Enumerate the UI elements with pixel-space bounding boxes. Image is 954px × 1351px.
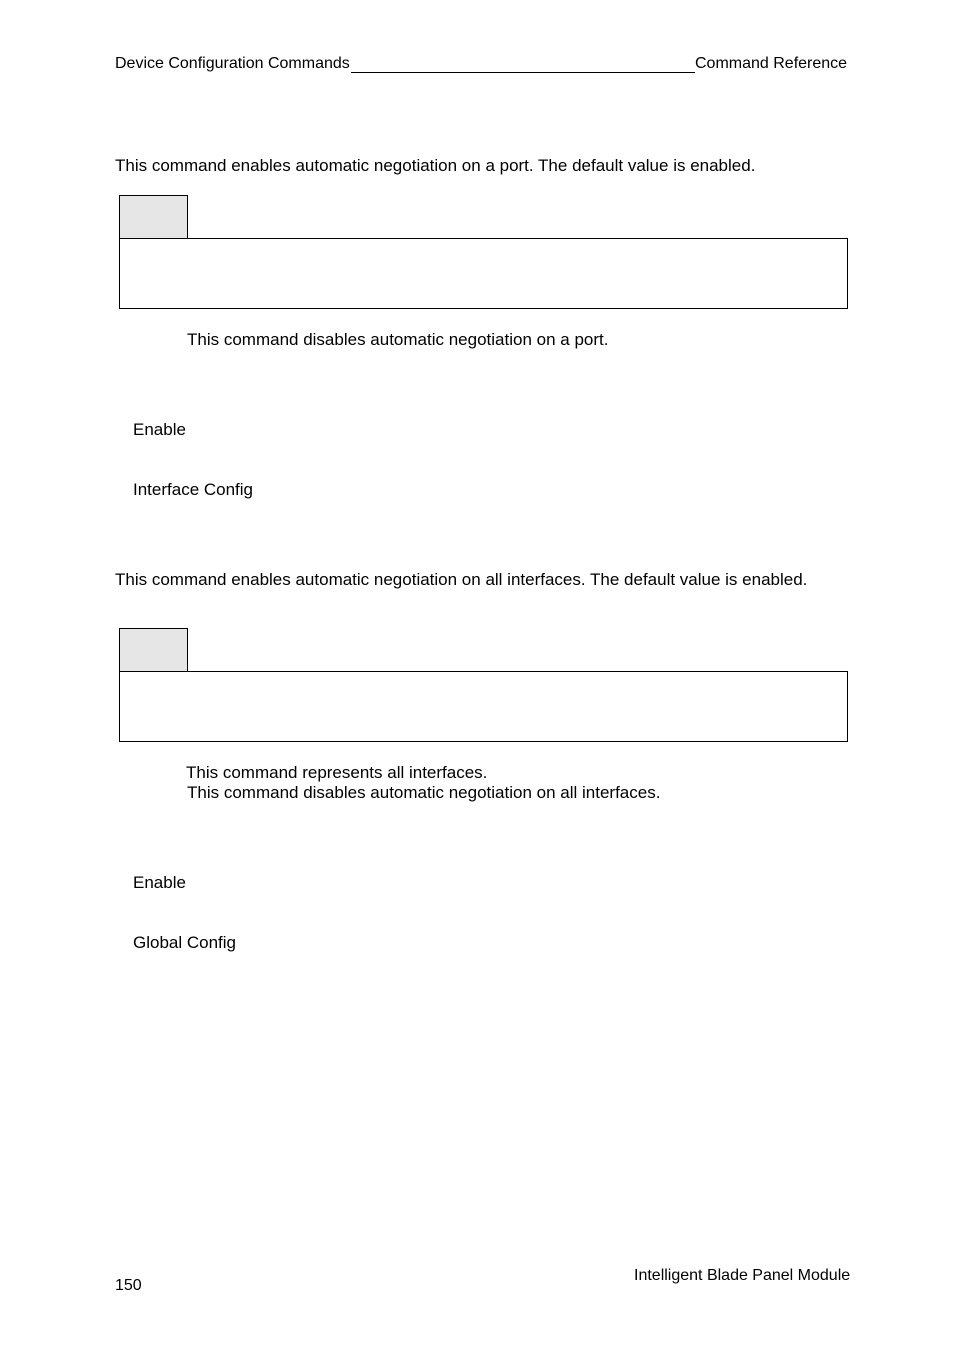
parameter-description: This command represents all interfaces. bbox=[186, 763, 488, 782]
header-rule bbox=[351, 72, 695, 73]
header-doc-title: Command Reference bbox=[695, 55, 848, 72]
command-mode: Global Config bbox=[133, 933, 237, 952]
footer-title: Intelligent Blade Panel Module bbox=[634, 1267, 851, 1284]
page-number: 150 bbox=[115, 1277, 142, 1294]
default-value: Enable bbox=[133, 420, 186, 439]
command-description: This command enables automatic negotiation on a port. The default value is enabled. bbox=[115, 156, 756, 175]
command-mode: Interface Config bbox=[133, 480, 254, 499]
command-description: This command enables automatic negotiation on all interfaces. The default value is enabled. bbox=[115, 570, 808, 589]
no-form-description: This command disables automatic negotiation on all interfaces. bbox=[187, 783, 661, 802]
header-chapter-title: Device Configuration Commands bbox=[115, 55, 350, 72]
syntax-tab bbox=[119, 195, 188, 238]
syntax-tab bbox=[119, 628, 188, 671]
syntax-box bbox=[119, 671, 848, 742]
default-value: Enable bbox=[133, 873, 186, 892]
no-form-description: This command disables automatic negotiation on a port. bbox=[187, 330, 609, 349]
syntax-box bbox=[119, 238, 848, 309]
